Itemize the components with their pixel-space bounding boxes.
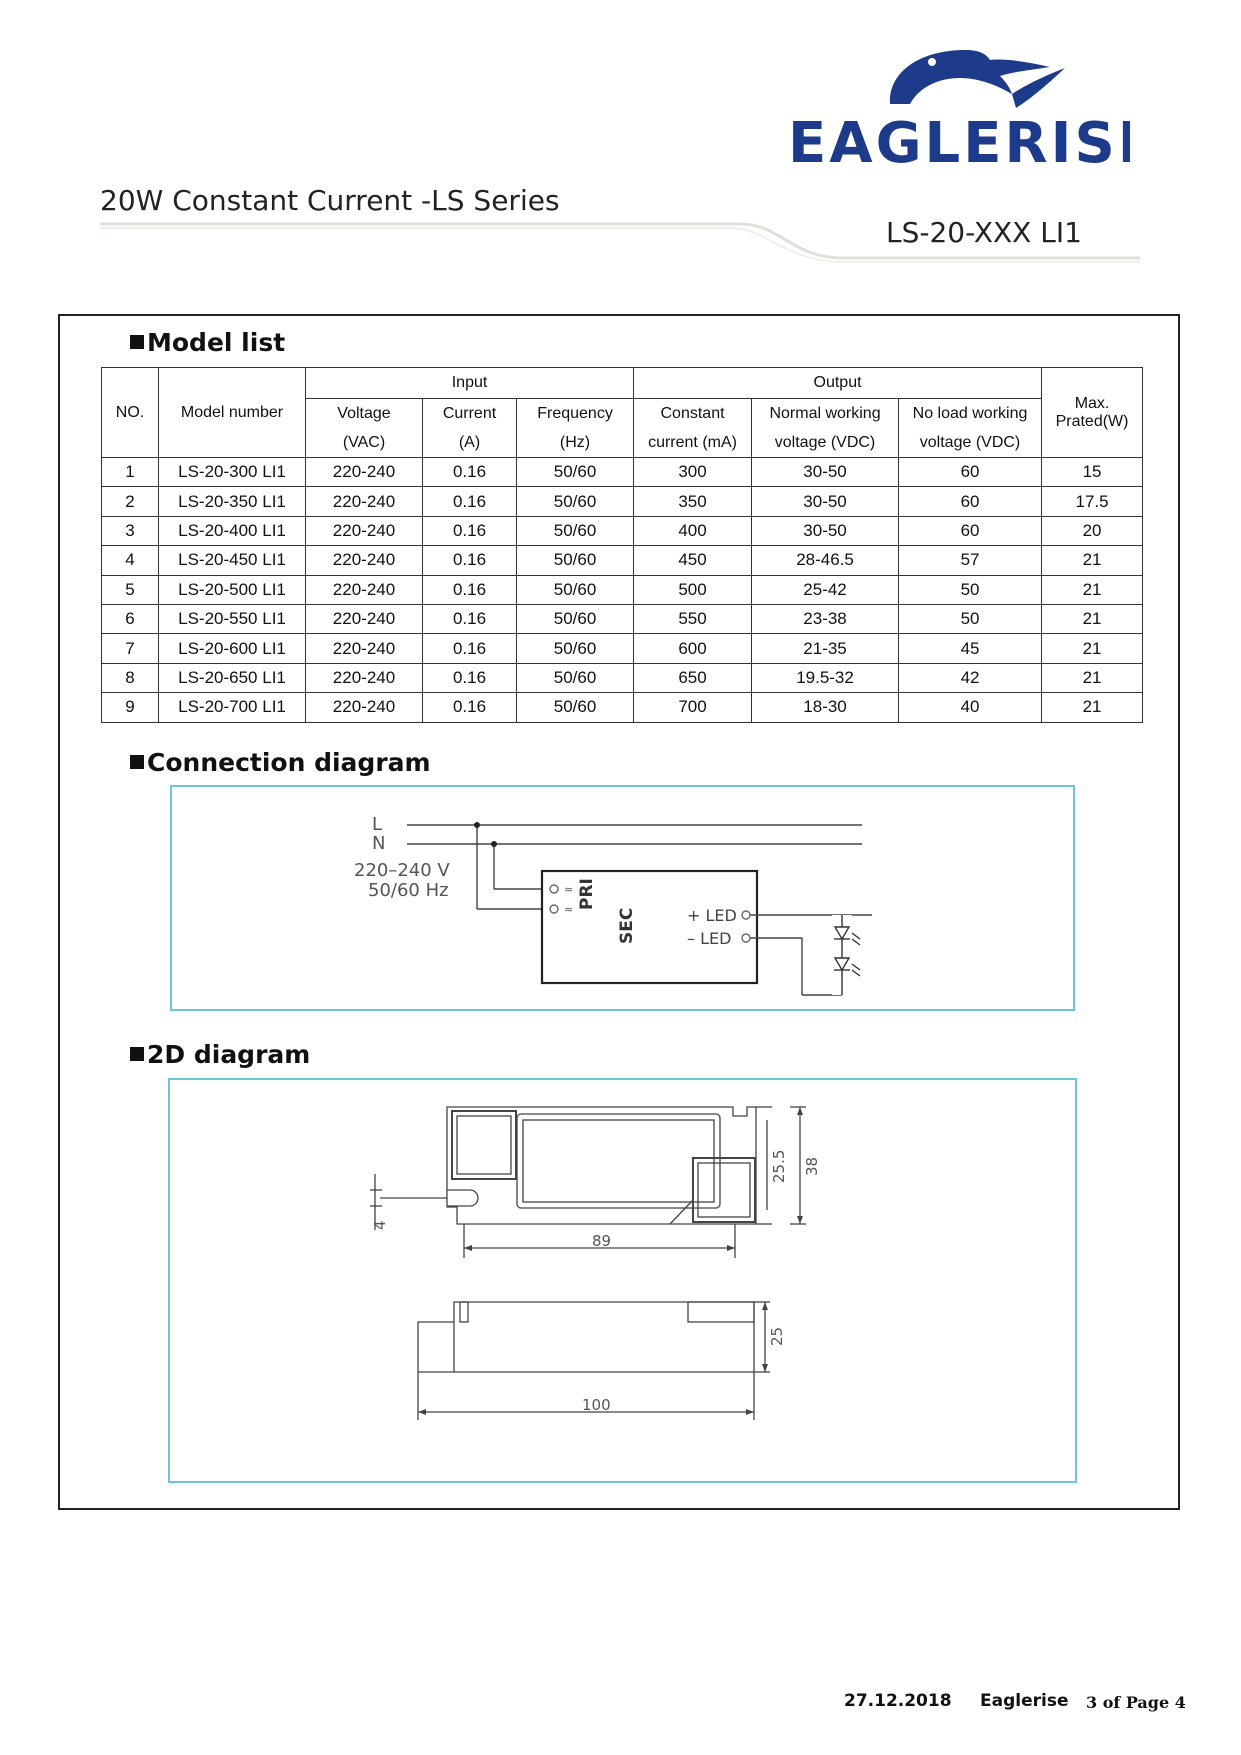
col-header-current: Current (A) (423, 399, 517, 458)
sec-terminal (742, 911, 750, 919)
logo-text: EAGLERISE (788, 111, 1130, 172)
table-cell: LS-20-600 LI1 (159, 634, 306, 663)
input-voltage-label: 220–240 V (354, 860, 450, 881)
footer-company: Eaglerise (980, 1691, 1069, 1711)
junction-dot (474, 822, 480, 828)
led-symbol (832, 915, 860, 995)
col-header-normal-voltage: Normal working voltage (VDC) (752, 399, 899, 458)
table-cell: 50/60 (517, 575, 634, 604)
connection-diagram-svg (172, 787, 1073, 1009)
table-cell: 220-240 (306, 458, 423, 487)
table-cell: LS-20-650 LI1 (159, 663, 306, 692)
table-cell: 60 (899, 516, 1042, 545)
table-cell: 21-35 (752, 634, 899, 663)
footer-page-number: 3 of Page 4 (1086, 1693, 1186, 1712)
table-cell: 300 (634, 458, 752, 487)
table-cell: 50 (899, 604, 1042, 633)
table-cell: 4 (102, 546, 159, 575)
led-minus-label: – LED (687, 929, 732, 948)
table-cell: 17.5 (1042, 487, 1143, 516)
table-cell: 0.16 (423, 487, 517, 516)
col-header-no: NO. (102, 368, 159, 458)
dim-wire-diameter: 4 (371, 1220, 389, 1230)
table-cell: 60 (899, 487, 1042, 516)
ac-symbol: ≈ (564, 903, 574, 916)
table-cell: 30-50 (752, 458, 899, 487)
line-l-label: L (372, 814, 383, 835)
table-cell: 0.16 (423, 634, 517, 663)
pri-terminal (550, 905, 558, 913)
table-cell: 21 (1042, 575, 1143, 604)
col-header-noload-voltage: No load working voltage (VDC) (899, 399, 1042, 458)
table-cell: 350 (634, 487, 752, 516)
table-cell: 220-240 (306, 575, 423, 604)
sec-terminal (742, 934, 750, 942)
led-plus-label: + LED (687, 906, 737, 925)
table-row (102, 634, 1143, 663)
table-cell: 50/60 (517, 546, 634, 575)
dim-length-total: 100 (582, 1396, 611, 1414)
connection-diagram-heading: Connection diagram (130, 748, 431, 777)
table-row (102, 516, 1143, 545)
table-cell: LS-20-700 LI1 (159, 693, 306, 722)
col-header-model: Model number (159, 368, 306, 458)
table-cell: 20 (1042, 516, 1143, 545)
ac-symbol: ≈ (564, 883, 574, 896)
col-header-constant-current: Constant current (mA) (634, 399, 752, 458)
table-cell: 220-240 (306, 516, 423, 545)
table-cell: 30-50 (752, 516, 899, 545)
table-cell: 50/60 (517, 663, 634, 692)
table-cell: 6 (102, 604, 159, 633)
table-cell: 600 (634, 634, 752, 663)
table-row (102, 663, 1143, 692)
table-cell: 19.5-32 (752, 663, 899, 692)
table-cell: 0.16 (423, 546, 517, 575)
table-cell: 42 (899, 663, 1042, 692)
table-cell: 220-240 (306, 693, 423, 722)
table-cell: 50 (899, 575, 1042, 604)
footer-date: 27.12.2018 (844, 1691, 952, 1711)
table-row (102, 604, 1143, 633)
model-list-table (101, 367, 1143, 723)
table-cell: 220-240 (306, 487, 423, 516)
table-cell: 3 (102, 516, 159, 545)
junction-dot (491, 841, 497, 847)
dim-height-inner: 25.5 (770, 1149, 788, 1183)
table-cell: 550 (634, 604, 752, 633)
table-cell: 650 (634, 663, 752, 692)
document-title: 20W Constant Current -LS Series (100, 184, 560, 217)
table-cell: 5 (102, 575, 159, 604)
connection-diagram (170, 785, 1075, 1011)
table-row (102, 458, 1143, 487)
input-frequency-label: 50/60 Hz (368, 880, 449, 901)
table-cell: 500 (634, 575, 752, 604)
table-cell: LS-20-500 LI1 (159, 575, 306, 604)
eaglerise-logo (780, 42, 1130, 172)
table-cell: 8 (102, 663, 159, 692)
table-cell: 18-30 (752, 693, 899, 722)
pri-label: PRI (577, 878, 597, 910)
table-cell: 220-240 (306, 604, 423, 633)
table-cell: LS-20-550 LI1 (159, 604, 306, 633)
table-cell: 28-46.5 (752, 546, 899, 575)
table-cell: 57 (899, 546, 1042, 575)
table-cell: 50/60 (517, 487, 634, 516)
table-row (102, 575, 1143, 604)
table-cell: 50/60 (517, 634, 634, 663)
table-cell: 21 (1042, 634, 1143, 663)
table-body (102, 458, 1143, 723)
line-n-label: N (372, 833, 386, 854)
table-cell: 0.16 (423, 693, 517, 722)
table-cell: 50/60 (517, 604, 634, 633)
sec-label: SEC (617, 907, 637, 944)
table-cell: 700 (634, 693, 752, 722)
table-cell: 15 (1042, 458, 1143, 487)
dim-length-inner: 89 (592, 1232, 612, 1250)
table-cell: 21 (1042, 693, 1143, 722)
table-cell: 0.16 (423, 458, 517, 487)
table-cell: 21 (1042, 546, 1143, 575)
table-cell: 0.16 (423, 516, 517, 545)
table-cell: 9 (102, 693, 159, 722)
col-header-frequency: Frequency (Hz) (517, 399, 634, 458)
dimension-diagram-svg (170, 1080, 1075, 1481)
col-header-voltage: Voltage (VAC) (306, 399, 423, 458)
table-cell: 30-50 (752, 487, 899, 516)
table-row (102, 487, 1143, 516)
pri-terminal (550, 885, 558, 893)
table-cell: LS-20-350 LI1 (159, 487, 306, 516)
table-cell: LS-20-400 LI1 (159, 516, 306, 545)
table-cell: 0.16 (423, 575, 517, 604)
table-cell: 21 (1042, 663, 1143, 692)
dimension-diagram-heading: 2D diagram (130, 1040, 310, 1069)
table-cell: 50/60 (517, 693, 634, 722)
col-header-max: Max. Prated(W) (1042, 368, 1143, 458)
table-cell: 1 (102, 458, 159, 487)
table-cell: 0.16 (423, 663, 517, 692)
table-cell: 40 (899, 693, 1042, 722)
table-cell: 220-240 (306, 634, 423, 663)
model-list-heading: Model list (130, 328, 285, 357)
dimension-diagram (168, 1078, 1077, 1483)
table-cell: 450 (634, 546, 752, 575)
table-cell: 0.16 (423, 604, 517, 633)
table-cell: 60 (899, 458, 1042, 487)
dim-side-height: 25 (768, 1326, 786, 1346)
table-cell: 45 (899, 634, 1042, 663)
table-cell: 50/60 (517, 458, 634, 487)
table-cell: 23-38 (752, 604, 899, 633)
table-cell: 220-240 (306, 663, 423, 692)
table-row (102, 693, 1143, 722)
table-cell: 50/60 (517, 516, 634, 545)
dim-height-outer: 38 (803, 1156, 821, 1176)
table-cell: 25-42 (752, 575, 899, 604)
table-cell: 400 (634, 516, 752, 545)
group-header-output: Output (634, 368, 1042, 399)
table-cell: 220-240 (306, 546, 423, 575)
table-cell: 21 (1042, 604, 1143, 633)
document-model-code: LS-20-XXX LI1 (886, 216, 1082, 249)
table-cell: 7 (102, 634, 159, 663)
table-cell: LS-20-450 LI1 (159, 546, 306, 575)
group-header-input: Input (306, 368, 634, 399)
table-cell: LS-20-300 LI1 (159, 458, 306, 487)
table-cell: 2 (102, 487, 159, 516)
table-row (102, 546, 1143, 575)
